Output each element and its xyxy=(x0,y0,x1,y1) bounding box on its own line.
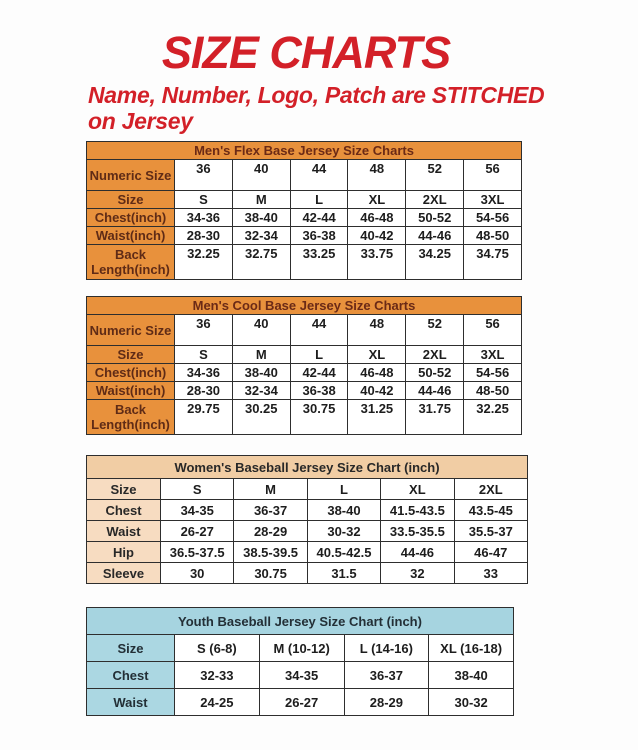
youth-baseball-row-label: Size xyxy=(87,635,175,662)
mens-cool-base-size-table xyxy=(86,296,522,435)
womens-baseball-cell: 32 xyxy=(381,563,454,584)
womens-baseball-cell: 30 xyxy=(161,563,234,584)
womens-baseball-size-table xyxy=(86,455,528,584)
womens-baseball-row-label: Size xyxy=(87,479,161,500)
womens-baseball-cell: 30.75 xyxy=(234,563,307,584)
womens-baseball-row-label: Sleeve xyxy=(87,563,161,584)
page-subtitle-line-1: Name, Number, Logo, Patch are STITCHED xyxy=(88,82,545,108)
mens-cool-base-cell: 36 xyxy=(175,315,233,346)
mens-cool-base-cell: 40 xyxy=(232,315,290,346)
mens-cool-base-cell: M xyxy=(232,346,290,364)
mens-flex-base-cell: 2XL xyxy=(406,191,464,209)
mens-cool-base-cell: 38-40 xyxy=(232,364,290,382)
mens-flex-base-cell: 34-36 xyxy=(175,209,233,227)
mens-cool-base-cell: 29.75 xyxy=(175,400,233,435)
mens-flex-base-cell: 42-44 xyxy=(290,209,348,227)
mens-flex-base-cell: 33.25 xyxy=(290,245,348,280)
mens-flex-base-cell: 56 xyxy=(464,160,522,191)
mens-flex-base-cell: 52 xyxy=(406,160,464,191)
mens-flex-base-cell: 48 xyxy=(348,160,406,191)
mens-flex-base-row-label: Back Length(inch) xyxy=(87,245,175,280)
womens-baseball-cell: 31.5 xyxy=(307,563,380,584)
mens-cool-base-cell: S xyxy=(175,346,233,364)
youth-baseball-table-title: Youth Baseball Jersey Size Chart (inch) xyxy=(87,608,514,635)
mens-cool-base-cell: 42-44 xyxy=(290,364,348,382)
mens-flex-base-cell: 48-50 xyxy=(464,227,522,245)
mens-flex-base-table-title: Men's Flex Base Jersey Size Charts xyxy=(87,142,522,160)
womens-baseball-cell: 28-29 xyxy=(234,521,307,542)
womens-baseball-cell: 46-47 xyxy=(454,542,527,563)
womens-baseball-row-label: Chest xyxy=(87,500,161,521)
mens-cool-base-cell: 54-56 xyxy=(464,364,522,382)
mens-flex-base-row-label: Numeric Size xyxy=(87,160,175,191)
womens-baseball-table-title: Women's Baseball Jersey Size Chart (inch) xyxy=(87,456,528,479)
youth-baseball-cell: S (6-8) xyxy=(175,635,260,662)
mens-flex-base-cell: 32.75 xyxy=(232,245,290,280)
womens-baseball-row-label: Waist xyxy=(87,521,161,542)
mens-cool-base-cell: 30.25 xyxy=(232,400,290,435)
mens-flex-base-row-label: Chest(inch) xyxy=(87,209,175,227)
mens-flex-base-cell: 40 xyxy=(232,160,290,191)
mens-cool-base-cell: 50-52 xyxy=(406,364,464,382)
mens-cool-base-cell: 56 xyxy=(464,315,522,346)
womens-baseball-cell: XL xyxy=(381,479,454,500)
mens-cool-base-cell: 36-38 xyxy=(290,382,348,400)
youth-baseball-row-label: Waist xyxy=(87,689,175,716)
mens-cool-base-cell: XL xyxy=(348,346,406,364)
womens-baseball-cell: 35.5-37 xyxy=(454,521,527,542)
mens-cool-base-row-label: Size xyxy=(87,346,175,364)
mens-cool-base-cell: 32.25 xyxy=(464,400,522,435)
youth-baseball-row-label: Chest xyxy=(87,662,175,689)
womens-baseball-row-label: Hip xyxy=(87,542,161,563)
youth-baseball-cell: 24-25 xyxy=(175,689,260,716)
womens-baseball-cell: 38.5-39.5 xyxy=(234,542,307,563)
mens-flex-base-cell: 36 xyxy=(175,160,233,191)
mens-flex-base-cell: 50-52 xyxy=(406,209,464,227)
youth-baseball-cell: XL (16-18) xyxy=(429,635,514,662)
womens-baseball-cell: 41.5-43.5 xyxy=(381,500,454,521)
page-subtitle xyxy=(88,82,598,134)
mens-flex-base-cell: 34.25 xyxy=(406,245,464,280)
mens-cool-base-cell: 48-50 xyxy=(464,382,522,400)
mens-cool-base-row-label: Waist(inch) xyxy=(87,382,175,400)
womens-baseball-cell: 33 xyxy=(454,563,527,584)
mens-cool-base-cell: 46-48 xyxy=(348,364,406,382)
mens-flex-base-cell: 46-48 xyxy=(348,209,406,227)
womens-baseball-cell: 43.5-45 xyxy=(454,500,527,521)
womens-baseball-cell: 34-35 xyxy=(161,500,234,521)
youth-baseball-cell: 34-35 xyxy=(259,662,344,689)
mens-cool-base-cell: L xyxy=(290,346,348,364)
mens-flex-base-cell: S xyxy=(175,191,233,209)
mens-cool-base-cell: 28-30 xyxy=(175,382,233,400)
youth-baseball-cell: 30-32 xyxy=(429,689,514,716)
youth-baseball-cell: 36-37 xyxy=(344,662,429,689)
mens-flex-base-cell: 32-34 xyxy=(232,227,290,245)
mens-flex-base-cell: XL xyxy=(348,191,406,209)
mens-flex-base-cell: 44-46 xyxy=(406,227,464,245)
mens-cool-base-cell: 48 xyxy=(348,315,406,346)
womens-baseball-cell: L xyxy=(307,479,380,500)
mens-flex-base-cell: 3XL xyxy=(464,191,522,209)
mens-cool-base-cell: 32-34 xyxy=(232,382,290,400)
womens-baseball-cell: 36.5-37.5 xyxy=(161,542,234,563)
mens-flex-base-row-label: Size xyxy=(87,191,175,209)
womens-baseball-cell: M xyxy=(234,479,307,500)
womens-baseball-cell: S xyxy=(161,479,234,500)
womens-baseball-cell: 38-40 xyxy=(307,500,380,521)
youth-baseball-cell: L (14-16) xyxy=(344,635,429,662)
mens-flex-base-cell: 54-56 xyxy=(464,209,522,227)
mens-flex-base-size-table xyxy=(86,141,522,280)
youth-baseball-size-table xyxy=(86,607,514,716)
youth-baseball-cell: 38-40 xyxy=(429,662,514,689)
mens-flex-base-cell: L xyxy=(290,191,348,209)
mens-flex-base-cell: M xyxy=(232,191,290,209)
mens-flex-base-cell: 33.75 xyxy=(348,245,406,280)
mens-flex-base-cell: 32.25 xyxy=(175,245,233,280)
womens-baseball-cell: 33.5-35.5 xyxy=(381,521,454,542)
tables xyxy=(0,141,638,716)
youth-baseball-cell: 32-33 xyxy=(175,662,260,689)
mens-cool-base-cell: 30.75 xyxy=(290,400,348,435)
mens-cool-base-cell: 34-36 xyxy=(175,364,233,382)
mens-cool-base-cell: 44 xyxy=(290,315,348,346)
mens-cool-base-cell: 40-42 xyxy=(348,382,406,400)
womens-baseball-cell: 2XL xyxy=(454,479,527,500)
mens-cool-base-cell: 31.75 xyxy=(406,400,464,435)
mens-flex-base-cell: 40-42 xyxy=(348,227,406,245)
mens-cool-base-cell: 52 xyxy=(406,315,464,346)
mens-cool-base-cell: 31.25 xyxy=(348,400,406,435)
womens-baseball-cell: 40.5-42.5 xyxy=(307,542,380,563)
womens-baseball-cell: 26-27 xyxy=(161,521,234,542)
page-subtitle-line-2: on Jersey xyxy=(88,108,193,134)
mens-flex-base-cell: 38-40 xyxy=(232,209,290,227)
mens-cool-base-cell: 44-46 xyxy=(406,382,464,400)
page-title: SIZE CHARTS xyxy=(161,27,451,78)
mens-flex-base-cell: 36-38 xyxy=(290,227,348,245)
mens-cool-base-cell: 3XL xyxy=(464,346,522,364)
mens-cool-base-row-label: Numeric Size xyxy=(87,315,175,346)
mens-cool-base-row-label: Back Length(inch) xyxy=(87,400,175,435)
youth-baseball-cell: 26-27 xyxy=(259,689,344,716)
mens-cool-base-row-label: Chest(inch) xyxy=(87,364,175,382)
womens-baseball-cell: 30-32 xyxy=(307,521,380,542)
womens-baseball-cell: 44-46 xyxy=(381,542,454,563)
mens-cool-base-table-title: Men's Cool Base Jersey Size Charts xyxy=(87,297,522,315)
mens-flex-base-cell: 34.75 xyxy=(464,245,522,280)
mens-flex-base-cell: 44 xyxy=(290,160,348,191)
mens-flex-base-row-label: Waist(inch) xyxy=(87,227,175,245)
youth-baseball-cell: 28-29 xyxy=(344,689,429,716)
mens-flex-base-cell: 28-30 xyxy=(175,227,233,245)
womens-baseball-cell: 36-37 xyxy=(234,500,307,521)
youth-baseball-cell: M (10-12) xyxy=(259,635,344,662)
mens-cool-base-cell: 2XL xyxy=(406,346,464,364)
